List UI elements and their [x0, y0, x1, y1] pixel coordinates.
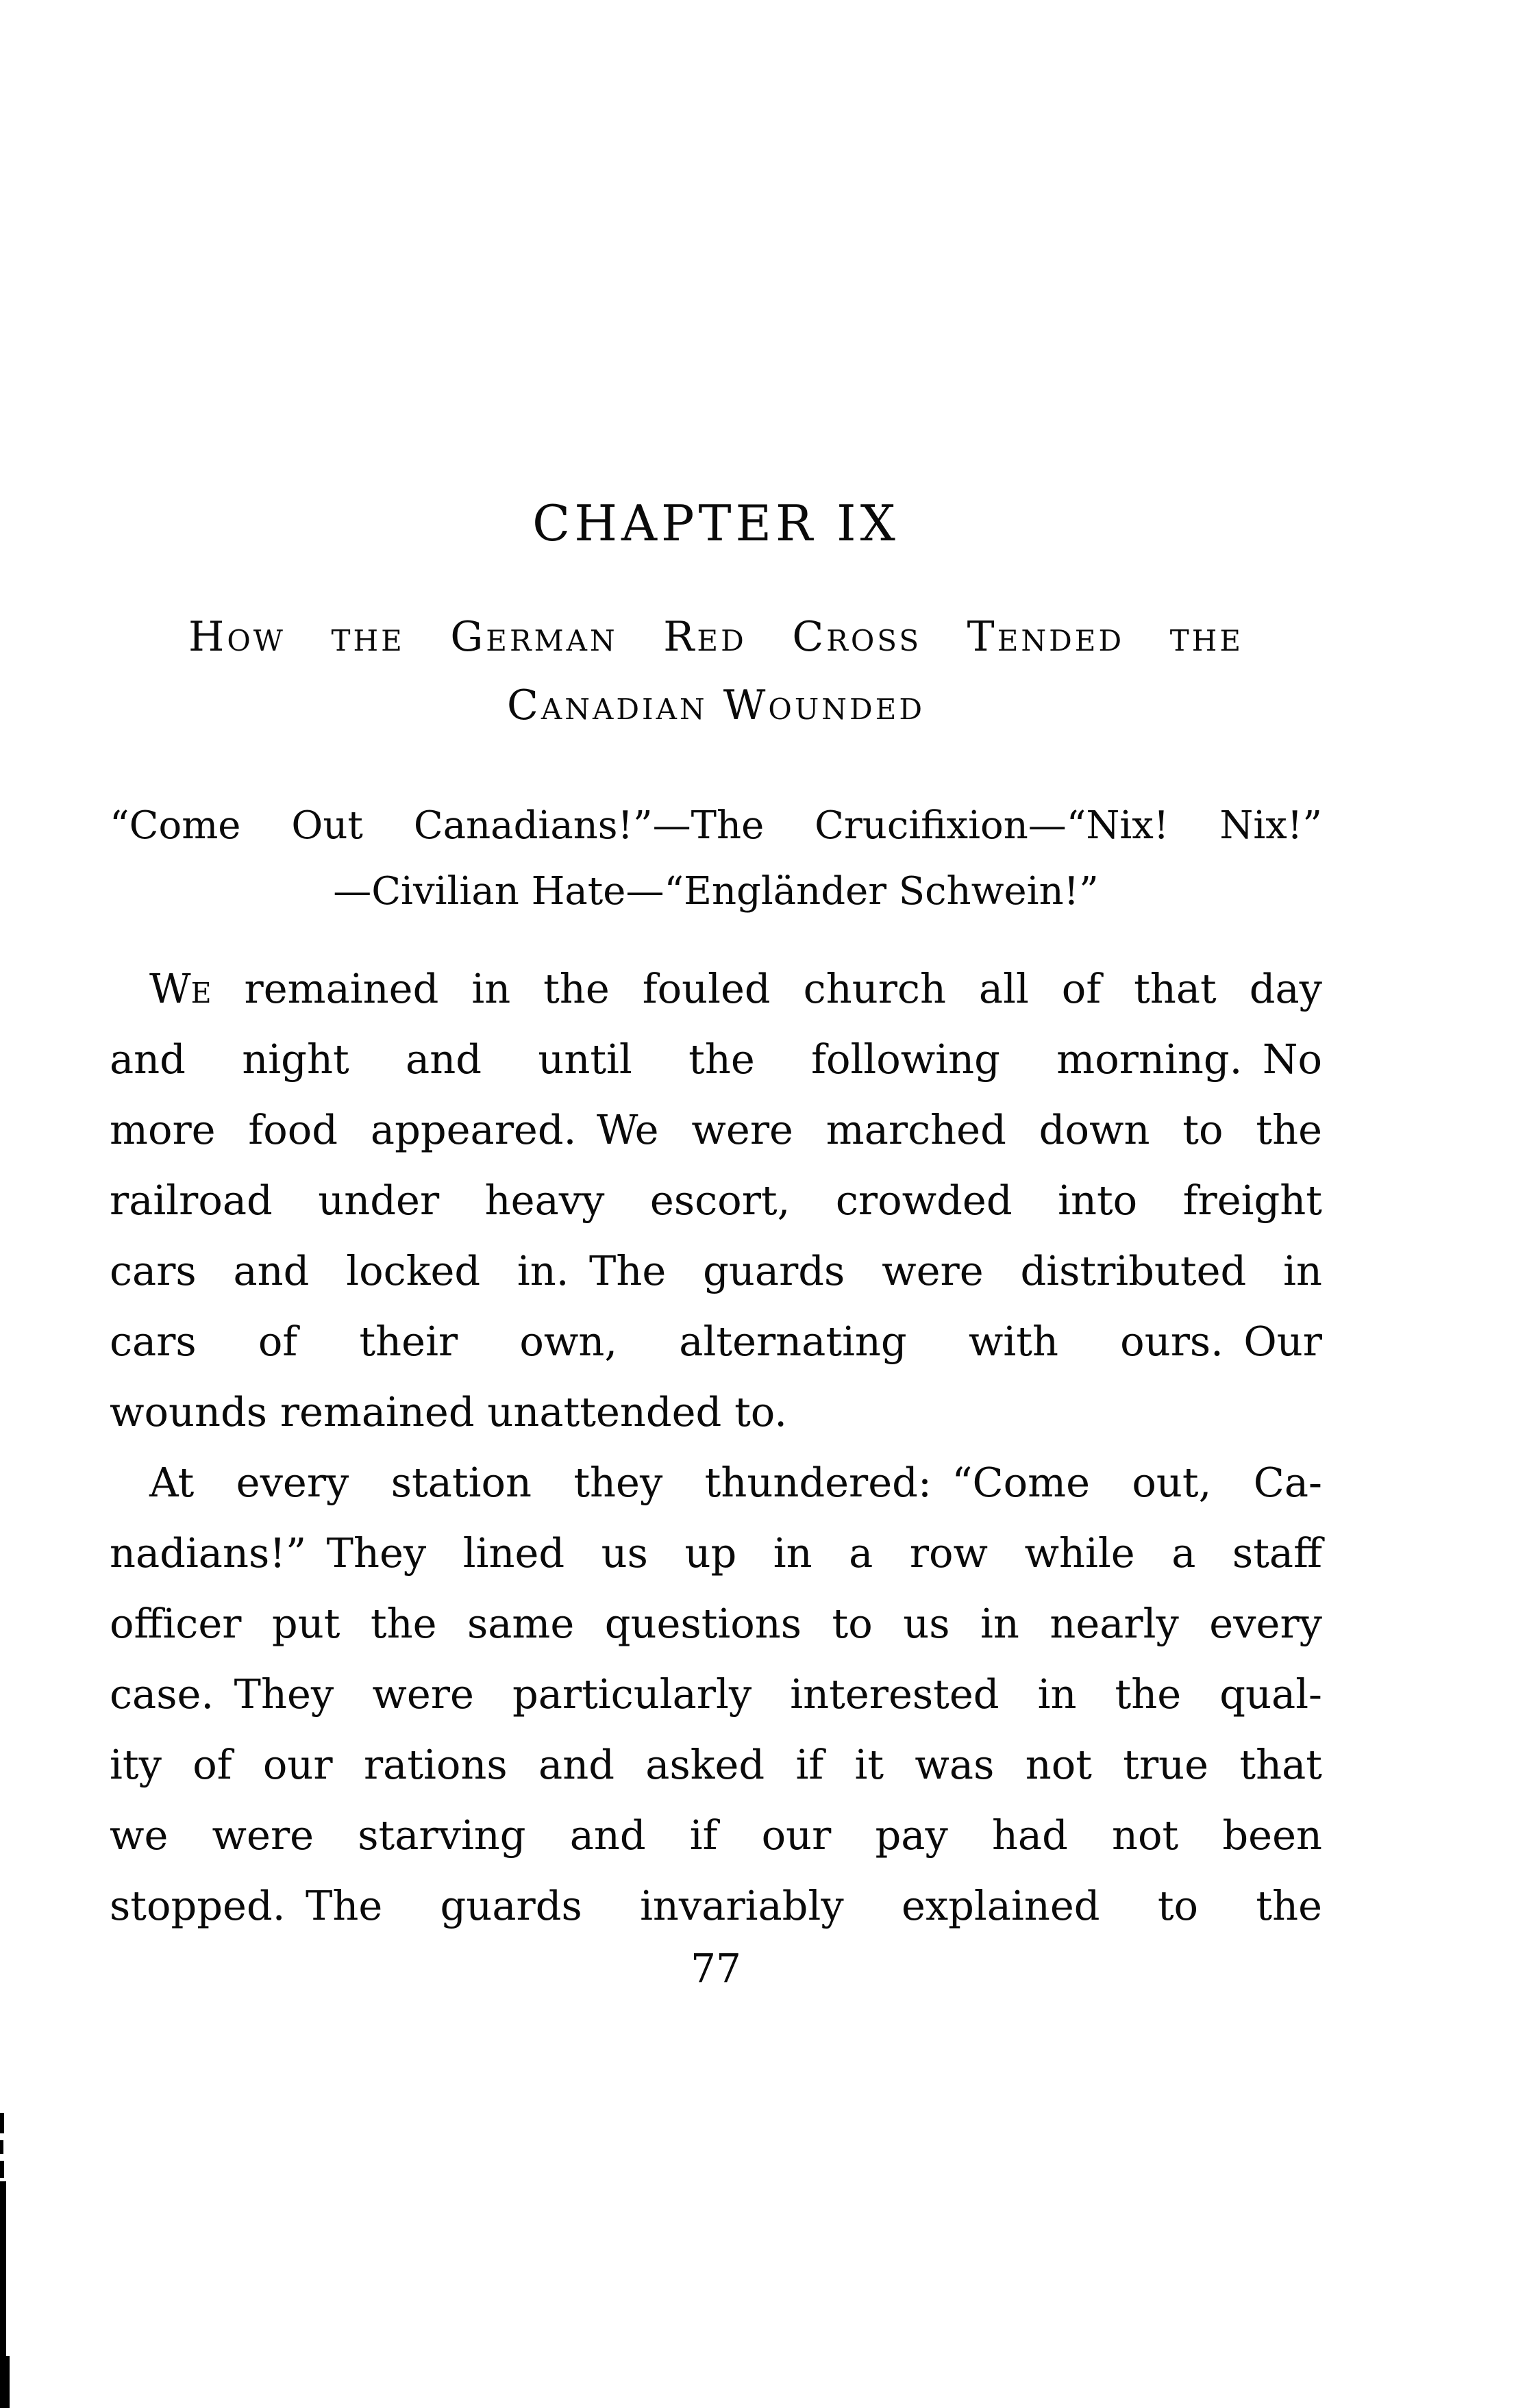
paragraph-1-line-2: and night and until the following morning. No [110, 1036, 1322, 1083]
paragraph-1-line-5: cars and locked in. The guards were distributed in [110, 1247, 1322, 1294]
paragraph-1-line-4: railroad under heavy escort, crowded into freight [110, 1177, 1322, 1224]
subtitle-line-1: How the German Red Cross Tended the [188, 613, 1243, 661]
scan-artifact-mark [0, 2113, 4, 2133]
epigraph-line-2: —Civilian Hate—“Engländer Schwein!” [333, 869, 1099, 914]
paragraph-1-line-1 [110, 953, 1322, 1024]
body-text [110, 953, 1322, 1941]
paragraph-1-line-7: wounds remained unattended to. [110, 1388, 788, 1435]
paragraph-2-line-7: stopped. The guards invariably explained to the [110, 1882, 1322, 1929]
paragraph-2-line-2: nadians!” They lined us up in a row while a staff [110, 1529, 1322, 1577]
scan-artifact-mark [0, 2161, 4, 2178]
epigraph-line-1: “Come Out Canadians!”—The Crucifixion—“Nix! Nix!” [110, 803, 1322, 848]
paragraph-1-line-3: more food appeared. We were marched down to the [110, 1106, 1322, 1153]
paragraph-2-line-3: officer put the same questions to us in nearly every [110, 1600, 1322, 1647]
page-number: 77 [691, 1945, 741, 1992]
paragraph-1-line-6: cars of their own, alternating with ours. Our [110, 1318, 1322, 1365]
chapter-subtitle [188, 603, 1243, 740]
chapter-heading: CHAPTER IX [532, 494, 899, 552]
lead-word: We [149, 965, 212, 1012]
scan-artifact-mark [0, 2140, 3, 2154]
paragraph-2-line-6: we were starving and if our pay had not been [110, 1811, 1322, 1859]
line-text: remained in the fouled church all of that day [211, 965, 1322, 1012]
subtitle-line-2: Canadian Wounded [507, 681, 925, 729]
epigraph [110, 793, 1322, 925]
paragraph-2-line-1: At every station they thundered: “Come out, Ca- [149, 1459, 1322, 1506]
paragraph-2-line-5: ity of our rations and asked if it was not true that [110, 1741, 1322, 1788]
paragraph-2-line-4: case. They were particularly interested in the qual- [110, 1670, 1322, 1718]
scan-artifact-strip [0, 2356, 10, 2408]
